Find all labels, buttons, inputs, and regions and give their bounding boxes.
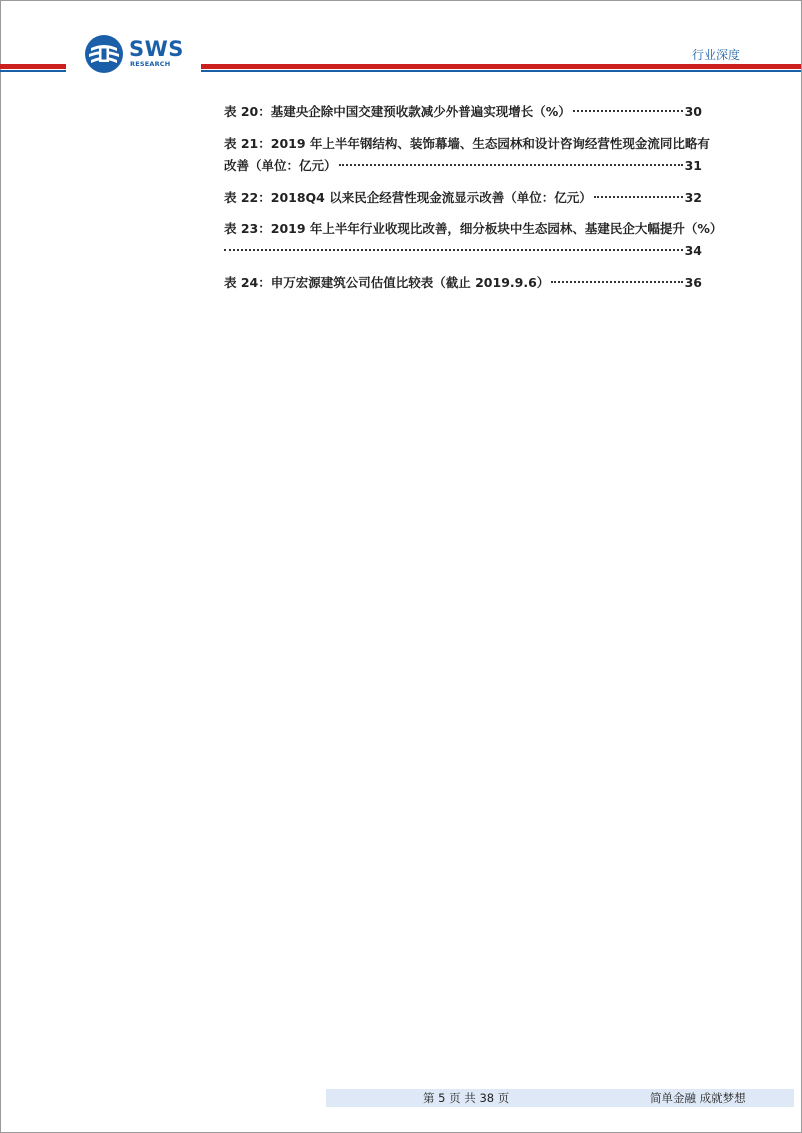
logo-subtext: RESEARCH: [130, 60, 171, 68]
toc-entry-title: 表 22：2018Q4 以来民企经营性现金流显示改善（单位：亿元）: [224, 190, 592, 205]
toc-leader-dots: [339, 164, 683, 166]
toc-entry-title: 表 20：基建央企除中国交建预收款减少外普遍实现增长（%）: [224, 104, 571, 119]
toc-entry-page: 30: [684, 104, 702, 119]
toc-entry[interactable]: [224, 219, 723, 261]
header-rule-red-right: [201, 64, 801, 69]
toc-entry-title: 表 23：2019 年上半年行业收现比改善，细分板块中生态园林、基建民企大幅提升（%）: [224, 221, 723, 236]
toc-entry-page: 36: [684, 275, 702, 290]
footer-slogan: 简单金融 成就梦想: [650, 1091, 746, 1105]
header-rule-red-left: [0, 64, 66, 69]
toc-entry-page: 31: [684, 158, 702, 173]
toc-leader-dots: [573, 110, 683, 112]
toc-entry[interactable]: [224, 134, 710, 176]
toc-entry[interactable]: [224, 273, 702, 293]
header-rule-blue-right: [201, 70, 801, 72]
toc-leader-dots: [594, 196, 683, 198]
toc-entry[interactable]: [224, 102, 702, 122]
toc-entry-page: 32: [684, 190, 702, 205]
header-rule-blue-left: [0, 70, 66, 72]
sws-logo-icon: [84, 34, 124, 74]
industry-label: 行业深度: [691, 48, 740, 62]
toc-entry[interactable]: [224, 188, 702, 208]
toc-leader-dots: [551, 281, 682, 283]
sws-logo: [84, 34, 190, 74]
toc-leader-dots: [224, 249, 683, 251]
footer-page-info: 第 5 页 共 38 页: [423, 1091, 510, 1105]
toc-entry-title: 表 24：申万宏源建筑公司估值比较表（截止 2019.9.6）: [224, 275, 550, 290]
toc-entry-title: 表 21：2019 年上半年钢结构、装饰幕墙、生态园林和设计咨询经营性现金流同比略有: [224, 136, 710, 151]
toc-entry-page: 34: [684, 243, 702, 258]
toc-entry-title-cont: 改善（单位：亿元）: [224, 158, 337, 173]
logo-text: SWS: [129, 37, 184, 61]
